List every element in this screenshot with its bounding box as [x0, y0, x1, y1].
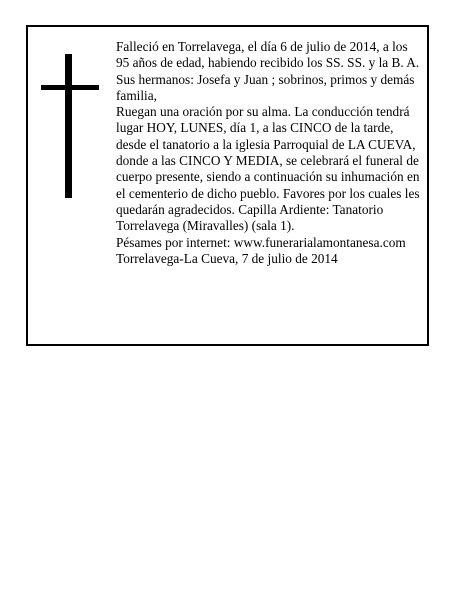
cross-icon [41, 54, 99, 198]
notice-text [116, 39, 423, 267]
place-and-date: Torrelavega-La Cueva, 7 de julio de 2014 [116, 250, 338, 266]
cross-vertical-bar [65, 54, 72, 198]
obituary-notice [26, 25, 429, 346]
condolences-website: Pésames por internet: www.funerarialamontanesa.com [116, 234, 406, 250]
cross-horizontal-bar [41, 85, 99, 90]
funeral-details: Ruegan una oración por su alma. La conducción tendrá lugar HOY, LUNES, día 1, a las CINCO de la tarde, desde el tanatorio a la iglesia Parroquial de LA CUEVA, donde a las CINCO Y MEDIA, se celebrará el funeral de cuerpo presente, siendo a continuación su inhumación en el cementerio de dicho pueblo. Favores por los cuales les quedarán agradecidos. Capilla Ardiente: Tanatorio Torrelavega (Miravalles) (sala 1). [116, 104, 420, 234]
death-announcement: Falleció en Torrelavega, el día 6 de julio de 2014, a los 95 años de edad, habiendo recibido los SS. SS. y la B. A. [116, 39, 420, 71]
family-line: Sus hermanos: Josefa y Juan ; sobrinos, primos y demás familia, [116, 71, 415, 103]
